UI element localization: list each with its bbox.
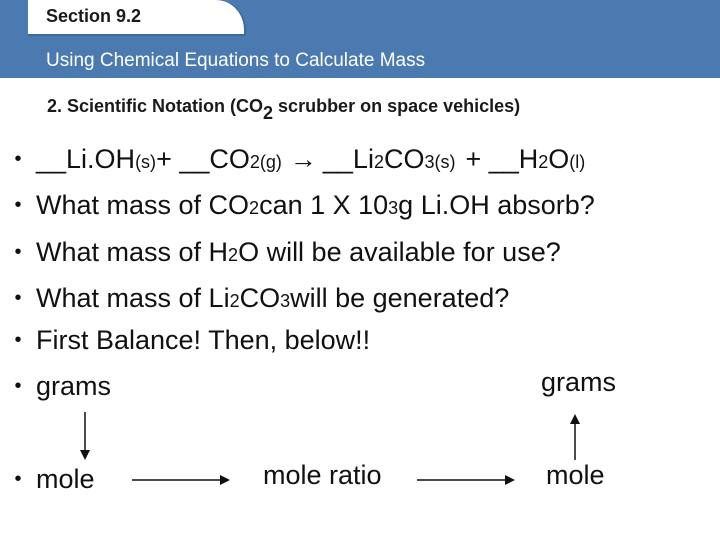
eq-part: __Li.OH bbox=[36, 143, 136, 174]
mole-left-label: mole bbox=[36, 463, 95, 494]
equation-text bbox=[36, 144, 585, 175]
right-arrow-icon bbox=[415, 470, 519, 490]
eq-sub: (l) bbox=[569, 151, 586, 172]
text-part: What mass of Li bbox=[36, 282, 230, 313]
eq-part: + __H bbox=[465, 143, 539, 174]
section-tab-left bbox=[0, 0, 28, 36]
eq-part: + __CO bbox=[156, 143, 250, 174]
bullet-equation bbox=[0, 137, 720, 181]
bullet-dot: • bbox=[14, 467, 22, 490]
instruction-text: First Balance! Then, below!! bbox=[36, 324, 371, 355]
up-arrow-icon bbox=[560, 410, 590, 462]
bullet-dot: • bbox=[14, 240, 22, 263]
eq-sub: (s) bbox=[135, 151, 157, 172]
subtitle-suffix: scrubber on space vehicles) bbox=[273, 96, 521, 116]
text-part: CO bbox=[239, 282, 281, 313]
eq-part: CO bbox=[383, 143, 425, 174]
bullet-question-h2o bbox=[0, 230, 720, 274]
eq-sub: 2(g) bbox=[249, 151, 282, 172]
mole-right-label: mole bbox=[546, 460, 605, 490]
mole-ratio-label: mole ratio bbox=[263, 460, 382, 490]
bullet-dot: • bbox=[14, 374, 22, 397]
eq-sub: 2 bbox=[373, 151, 384, 172]
text-sup: 3 bbox=[388, 197, 399, 218]
bullet-instruction bbox=[0, 318, 720, 362]
eq-part: O bbox=[548, 143, 570, 174]
text-part: What mass of H bbox=[36, 236, 229, 267]
grams-right-label: grams bbox=[541, 367, 617, 397]
text-part: can 1 X 10 bbox=[259, 189, 389, 220]
eq-sub: 3(s) bbox=[424, 151, 456, 172]
text-part: g Li.OH absorb? bbox=[398, 189, 595, 220]
text-part: What mass of CO bbox=[36, 189, 250, 220]
text-sub: 2 bbox=[229, 290, 240, 311]
bullet-question-co2 bbox=[0, 183, 720, 227]
right-arrow-icon bbox=[130, 470, 234, 490]
subtitle bbox=[47, 96, 520, 124]
bullet-dot: • bbox=[14, 147, 22, 170]
down-arrow-icon bbox=[70, 410, 100, 462]
grams-left-label: grams bbox=[36, 370, 112, 401]
eq-sub: 2 bbox=[538, 151, 549, 172]
eq-part: __Li bbox=[322, 143, 374, 174]
question-co2-text bbox=[36, 190, 595, 221]
bullet-question-li2co3 bbox=[0, 276, 720, 320]
subtitle-sub: 2 bbox=[263, 103, 274, 123]
section-label: Section 9.2 bbox=[46, 6, 142, 26]
text-part: O will be available for use? bbox=[238, 236, 561, 267]
subtitle-prefix: 2. Scientific Notation (CO bbox=[47, 96, 264, 116]
question-h2o-text bbox=[36, 237, 561, 268]
text-sub: 3 bbox=[280, 290, 291, 311]
header-title: Using Chemical Equations to Calculate Mass bbox=[46, 50, 426, 71]
text-sub: 2 bbox=[228, 244, 239, 265]
bullet-dot: • bbox=[14, 328, 22, 351]
text-part: will be generated? bbox=[290, 282, 510, 313]
question-li2co3-text bbox=[36, 283, 509, 314]
text-sub: 2 bbox=[249, 197, 260, 218]
bullet-dot: • bbox=[14, 286, 22, 309]
bullet-dot: • bbox=[14, 193, 22, 216]
reaction-arrow-icon: → bbox=[289, 143, 317, 174]
